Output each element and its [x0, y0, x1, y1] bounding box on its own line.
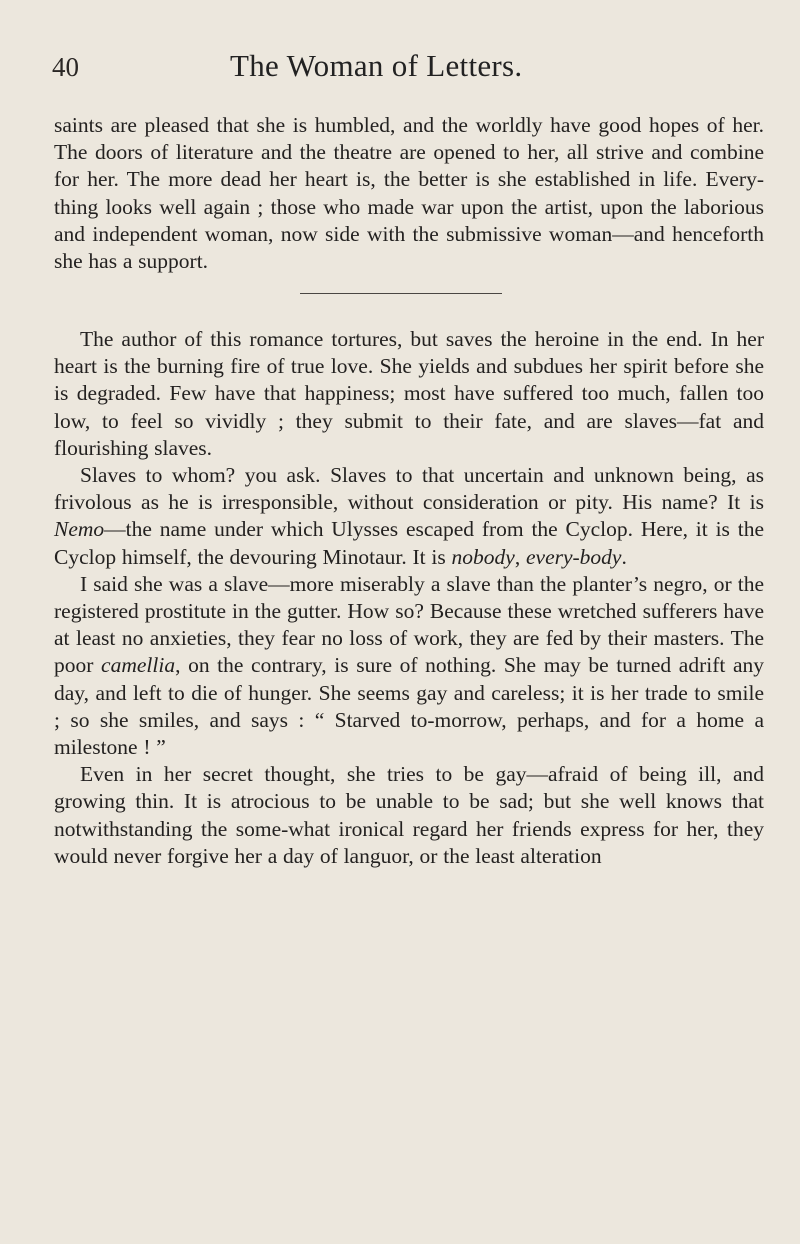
section-divider [300, 293, 502, 294]
text-run: Slaves to whom? you ask. Slaves to that uncertain and unknown being, as frivolous as he is irresponsible, without consideration or pity. His name? It is [54, 463, 764, 515]
paragraph: Even in her secret thought, she tries to be gay—afraid of being ill, and growing thin. It is atrocious to be unable to be sad; but she well knows that notwithstanding the some-what ironical regard her friends express for her, they would never forgive her a day of languor, or the least alteration [54, 762, 764, 868]
running-head: The Woman of Letters. [230, 48, 523, 83]
italic-word-nobody: nobody [451, 544, 515, 569]
paragraph: The author of this romance tortures, but saves the heroine in the end. In her heart is the burning fire of true love. She yields and subdues her spirit before she is degraded. Few have that happiness; most have suffered too much, fallen too low, to feel so vividly ; they submit to their fate, and are slaves—fat and flourishing slaves. [54, 327, 764, 460]
page-header [52, 48, 757, 92]
text-run: . [621, 544, 627, 569]
text-run: , [514, 544, 526, 569]
page-number: 40 [52, 52, 79, 82]
text-run: I said she was a slave—more miserably a slave than the planter’s negro, or the registered prostitute in the gutter. How so? Because these wretched sufferers have at least no anxieties, they fear no loss of work, they are fed by their masters. The poor [54, 571, 764, 678]
paragraph: saints are pleased that she is humbled, and the worldly have good hopes of her. The doors of literature and the theatre are opened to her, all strive and combine for her. The more dead her heart is, the better is she established in life. Every-thing looks well again ; those who made war upon the artist, upon the laborious and independent woman, now side with the submissive woman—and henceforth she has a support. [54, 113, 764, 274]
italic-word-camellia: camellia [101, 653, 176, 678]
italic-word-nemo: Nemo [54, 517, 105, 542]
section-one [54, 112, 764, 275]
paragraph [54, 571, 764, 761]
text-run: —the name under which Ulysses escaped from the Cyclop. Here, it is the Cyclop himself, the devouring Minotaur. It is [54, 517, 764, 569]
paragraph [54, 462, 764, 571]
text-run: , on the contrary, is sure of nothing. She may be turned adrift any day, and left to die of hunger. She seems gay and careless; it is her trade to smile ; so she smiles, and says : “ Starved to-morrow, perhaps, and for a home a milestone ! ” [54, 653, 764, 760]
italic-word-everybody: every-body [525, 544, 622, 569]
section-two [54, 326, 764, 870]
